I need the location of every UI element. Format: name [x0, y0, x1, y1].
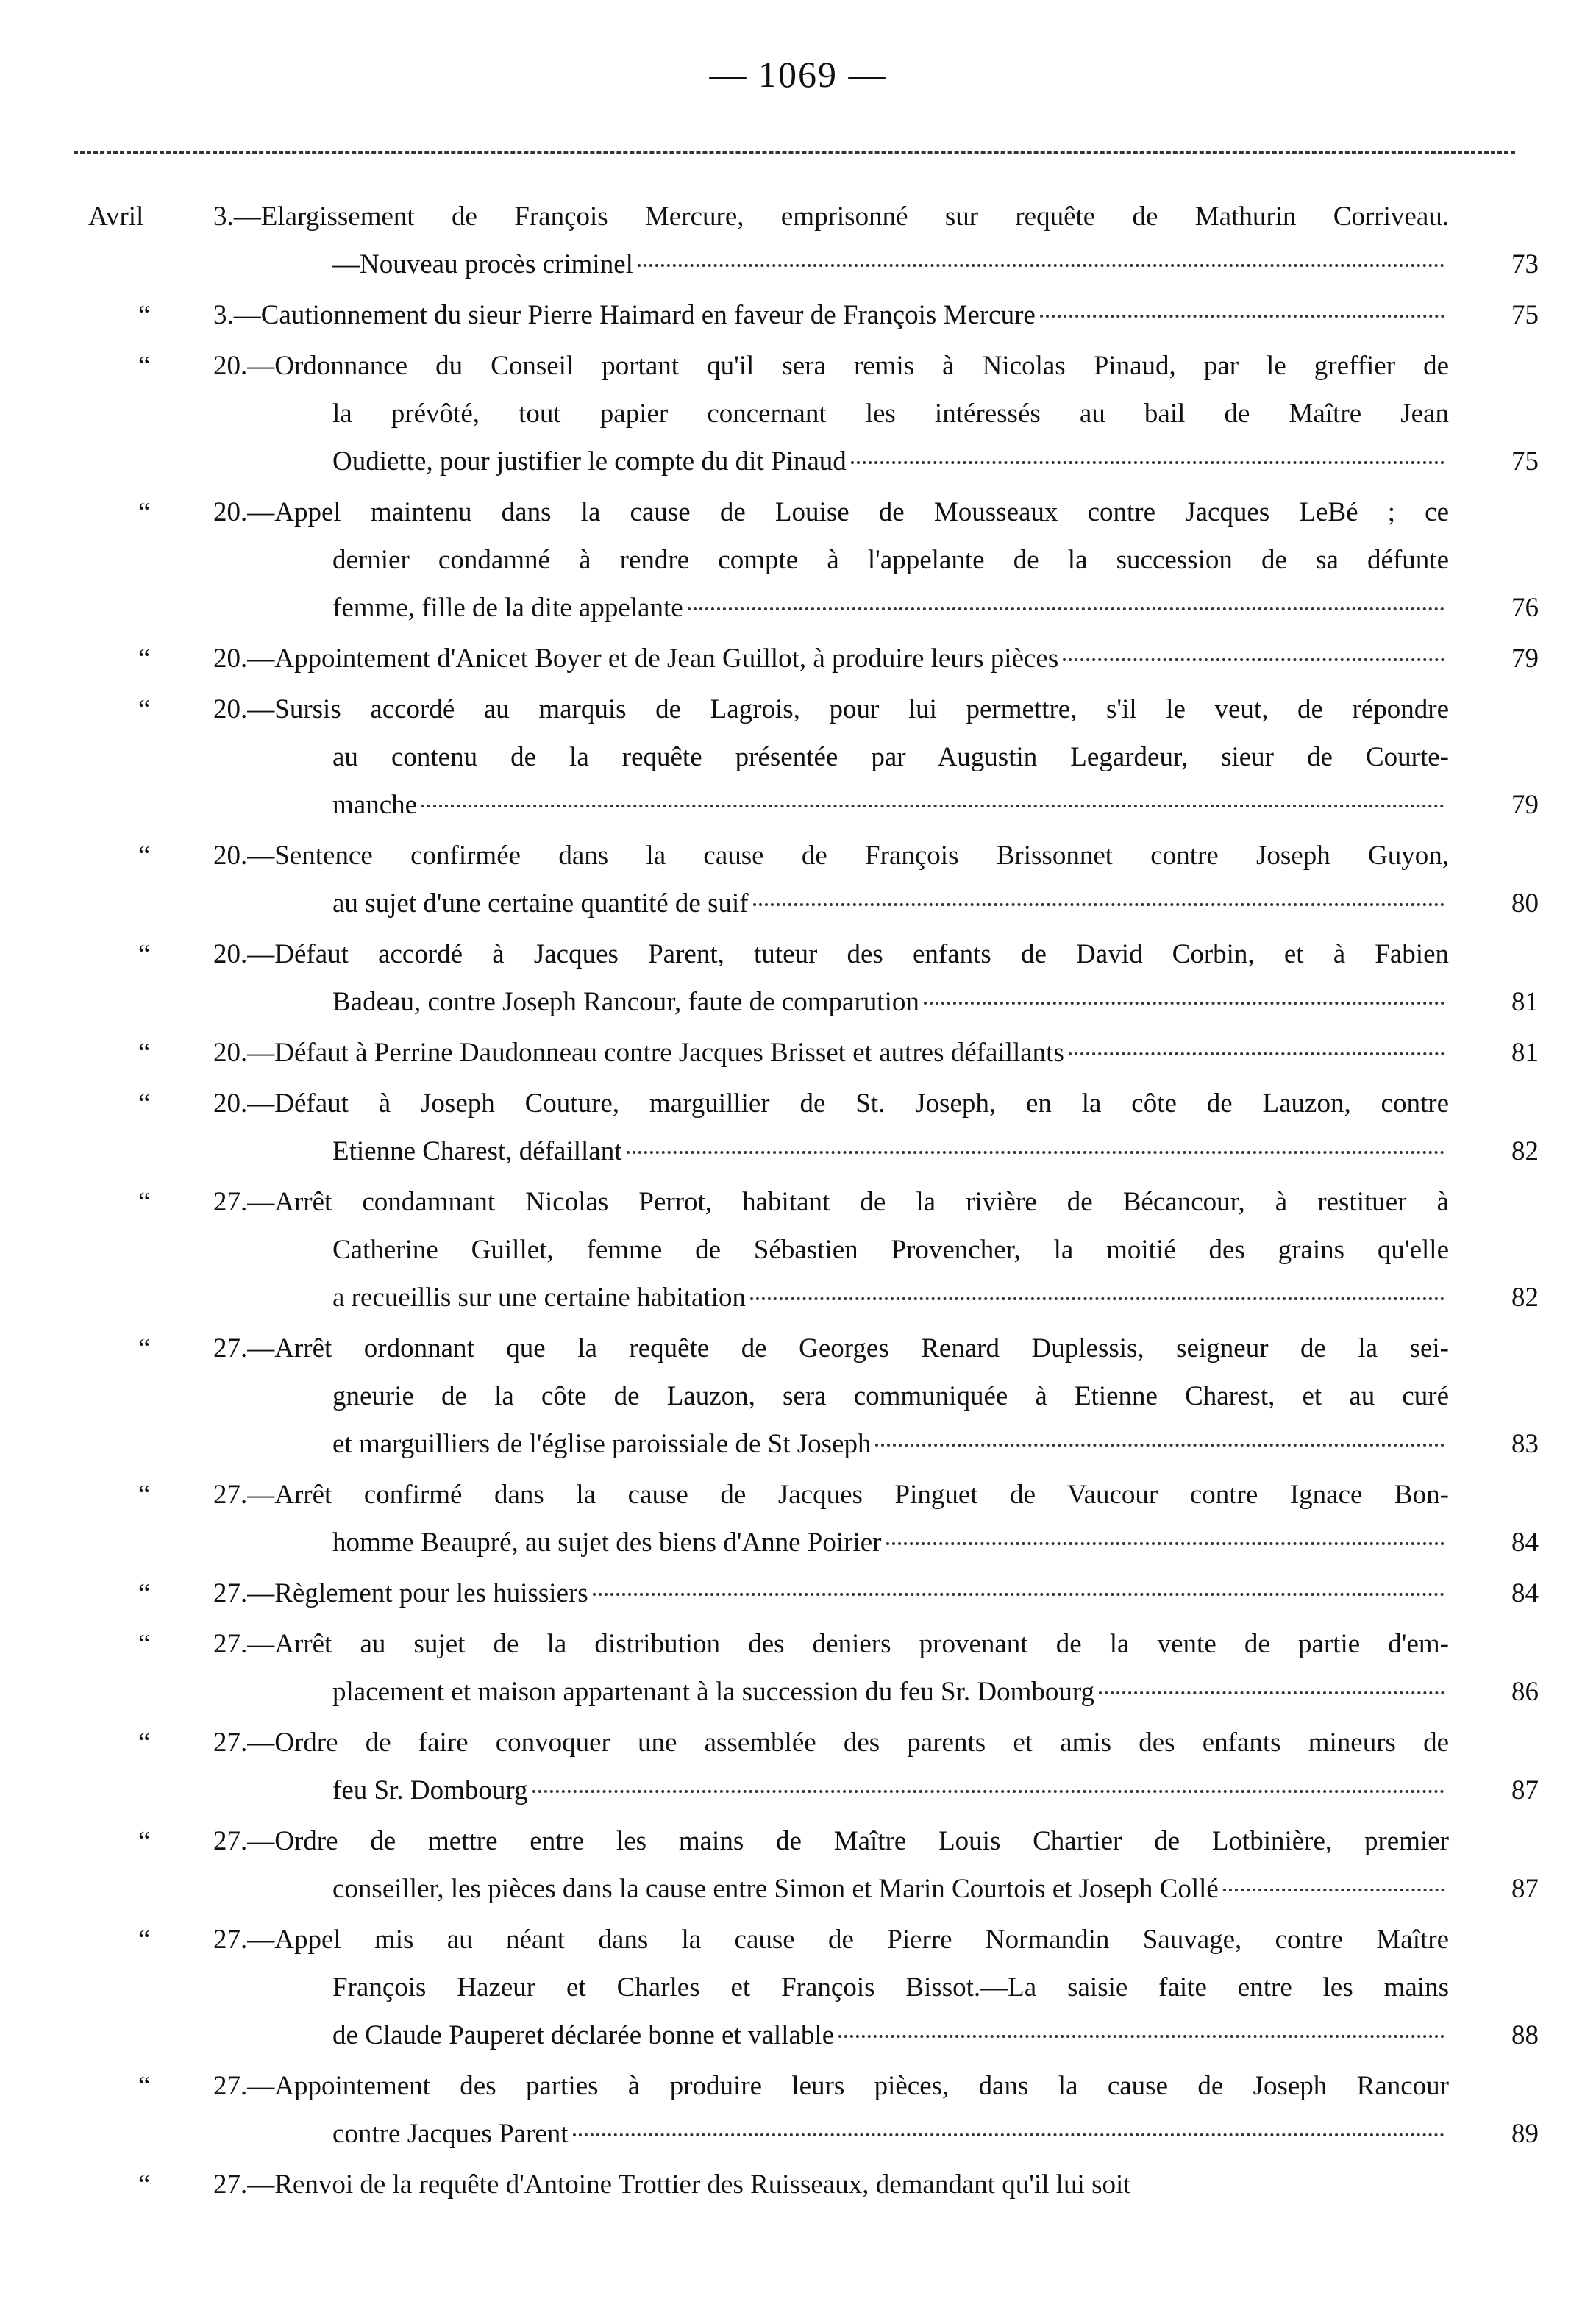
index-entry — [0, 685, 1596, 829]
index-entry — [0, 1471, 1596, 1566]
ditto-mark: “ — [138, 2071, 151, 2101]
dot-leader — [875, 1414, 1444, 1447]
dot-leader — [1099, 1662, 1444, 1694]
dot-leader — [750, 1268, 1444, 1300]
entry-text: 20.—Appointement d'Anicet Boyer et de Jean Guillot, à produire leurs pièces — [213, 643, 1059, 674]
ditto-mark: “ — [138, 939, 151, 969]
entry-text: 20.—Défaut à Perrine Daudonneau contre Jacques Brisset et autres défaillants — [213, 1038, 1064, 1068]
dot-leader — [593, 1563, 1444, 1596]
page-reference: 79 — [1511, 643, 1539, 674]
ditto-mark: “ — [138, 300, 151, 330]
index-entry — [0, 635, 1596, 682]
entry-text: a recueillis sur une certaine habitation — [332, 1283, 746, 1313]
index-entry — [0, 1916, 1596, 2059]
ditto-mark: “ — [138, 351, 151, 381]
entry-line — [0, 342, 1596, 390]
entry-text: 27.—Arrêt au sujet de la distribution des deniers provenant de la vente de partie d'em- — [213, 1629, 1449, 1659]
entry-text: Oudiette, pour justifier le compte du dit Pinaud — [332, 446, 847, 477]
page-reference: 82 — [1511, 1283, 1539, 1313]
ditto-mark: “ — [138, 841, 151, 871]
entry-line — [0, 1916, 1596, 1964]
ditto-mark: “ — [138, 1629, 151, 1659]
entry-line — [0, 1766, 1596, 1814]
dot-leader — [421, 775, 1444, 807]
entry-text: au sujet d'une certaine quantité de suif — [332, 888, 749, 919]
page-reference: 86 — [1511, 1677, 1539, 1707]
page-reference: 87 — [1511, 1874, 1539, 1904]
entry-line — [0, 1519, 1596, 1566]
index-entry — [0, 1719, 1596, 1814]
dot-leader — [573, 2104, 1444, 2136]
entry-text: gneurie de la côte de Lauzon, sera communiquée à Etienne Charest, et au curé — [332, 1381, 1449, 1411]
ditto-mark: “ — [138, 2169, 151, 2200]
entry-line — [0, 1471, 1596, 1519]
index-entry — [0, 193, 1596, 288]
index-entry — [0, 488, 1596, 632]
entry-text: conseiller, les pièces dans la cause entre Simon et Marin Courtois et Joseph Collé — [332, 1874, 1219, 1904]
dot-leader — [924, 972, 1444, 1005]
entry-line — [0, 1420, 1596, 1468]
index-entry — [0, 342, 1596, 485]
entry-text: manche — [332, 790, 418, 820]
ditto-mark: “ — [138, 1826, 151, 1856]
entry-text: femme, fille de la dite appelante — [332, 593, 683, 623]
entry-line — [0, 1372, 1596, 1420]
entry-text: 20.—Appel maintenu dans la cause de Louise de Mousseaux contre Jacques LeBé ; ce — [213, 497, 1449, 527]
entry-line — [0, 193, 1596, 240]
page-reference: 83 — [1511, 1429, 1539, 1459]
entry-text: dernier condamné à rendre compte à l'appelante de la succession de sa défunte — [332, 545, 1449, 575]
entry-line — [0, 536, 1596, 584]
entry-text: 20.—Défaut accordé à Jacques Parent, tuteur des enfants de David Corbin, et à Fabien — [213, 939, 1449, 969]
ditto-mark: “ — [138, 497, 151, 527]
entry-line — [0, 1178, 1596, 1226]
entry-line — [0, 1226, 1596, 1274]
entry-text: 20.—Sursis accordé au marquis de Lagrois, pour lui permettre, s'il le veut, de répondre — [213, 694, 1449, 724]
entry-text: 27.—Arrêt ordonnant que la requête de Georges Renard Duplessis, seigneur de la sei- — [213, 1333, 1449, 1363]
entry-text: Catherine Guillet, femme de Sébastien Provencher, la moitié des grains qu'elle — [332, 1235, 1449, 1265]
header-rule — [74, 151, 1515, 154]
dot-leader — [688, 578, 1444, 610]
entry-text: la prévôté, tout papier concernant les intéressés au bail de Maître Jean — [332, 399, 1449, 429]
dot-leader — [638, 235, 1444, 267]
index-entry — [0, 1817, 1596, 1913]
entry-line — [0, 1620, 1596, 1668]
index-entry — [0, 2062, 1596, 2158]
dot-leader — [851, 432, 1444, 464]
entry-line — [0, 1324, 1596, 1372]
entry-text: 20.—Défaut à Joseph Couture, marguillier de St. Joseph, en la côte de Lauzon, contre — [213, 1088, 1449, 1119]
entry-line — [0, 1080, 1596, 1127]
page-reference: 81 — [1511, 987, 1539, 1017]
entry-text: 27.—Ordre de mettre entre les mains de Maître Louis Chartier de Lotbinière, premier — [213, 1826, 1449, 1856]
entry-line — [0, 1719, 1596, 1766]
index-entry — [0, 1324, 1596, 1468]
ditto-mark: “ — [138, 1333, 151, 1363]
entry-line — [0, 1817, 1596, 1865]
entry-line — [0, 1668, 1596, 1716]
index-entry — [0, 930, 1596, 1026]
entry-text: et marguilliers de l'église paroissiale de St Joseph — [332, 1429, 872, 1459]
entry-text: 27.—Appel mis au néant dans la cause de Pierre Normandin Sauvage, contre Maître — [213, 1925, 1449, 1955]
dot-leader — [532, 1761, 1444, 1793]
dot-leader — [886, 1513, 1445, 1545]
entry-line — [0, 1569, 1596, 1617]
entry-line — [0, 2110, 1596, 2158]
ditto-mark: “ — [138, 1925, 151, 1955]
entry-line — [0, 438, 1596, 485]
page-reference: 82 — [1511, 1136, 1539, 1166]
page-reference: 80 — [1511, 888, 1539, 919]
entry-text: 27.—Arrêt condamnant Nicolas Perrot, habitant de la rivière de Bécancour, à restituer à — [213, 1187, 1449, 1217]
entry-line — [0, 2062, 1596, 2110]
dot-leader — [838, 2005, 1444, 2038]
page-reference: 75 — [1511, 446, 1539, 477]
entry-line — [0, 978, 1596, 1026]
page-reference: 79 — [1511, 790, 1539, 820]
index-entry — [0, 832, 1596, 927]
ditto-mark: “ — [138, 1578, 151, 1608]
entry-line — [0, 1964, 1596, 2011]
entry-text: 27.—Arrêt confirmé dans la cause de Jacques Pinguet de Vaucour contre Ignace Bon- — [213, 1480, 1449, 1510]
dot-leader — [1223, 1859, 1444, 1891]
entry-text: au contenu de la requête présentée par Augustin Legardeur, sieur de Courte- — [332, 742, 1449, 772]
dot-leader — [1069, 1023, 1444, 1055]
entry-text: 27.—Appointement des parties à produire leurs pièces, dans la cause de Joseph Rancour — [213, 2071, 1449, 2101]
entry-line — [0, 930, 1596, 978]
index-entry — [0, 1029, 1596, 1077]
index-entry — [0, 1569, 1596, 1617]
entry-line — [0, 240, 1596, 288]
ditto-mark: “ — [138, 1727, 151, 1758]
entry-text: —Nouveau procès criminel — [332, 249, 633, 279]
ditto-mark: “ — [138, 643, 151, 674]
ditto-mark: “ — [138, 1480, 151, 1510]
page-reference: 89 — [1511, 2119, 1539, 2149]
entry-text: homme Beaupré, au sujet des biens d'Anne Poirier — [332, 1527, 882, 1558]
index-entry — [0, 1178, 1596, 1322]
dot-leader — [1040, 285, 1444, 318]
entry-line — [0, 291, 1596, 339]
entry-text: François Hazeur et Charles et François Bissot.—La saisie faite entre les mains — [332, 1972, 1449, 2003]
entry-line — [0, 2161, 1596, 2208]
page-reference: 84 — [1511, 1578, 1539, 1608]
entry-text: 3.—Cautionnement du sieur Pierre Haimard en faveur de François Mercure — [213, 300, 1036, 330]
entry-line — [0, 1029, 1596, 1077]
index-entry — [0, 2161, 1596, 2208]
index-entries — [0, 193, 1596, 2211]
entry-line — [0, 781, 1596, 829]
entry-text: 27.—Renvoi de la requête d'Antoine Trottier des Ruisseaux, demandant qu'il lui soit — [213, 2169, 1131, 2200]
page-number: — 1069 — — [709, 54, 887, 95]
entry-line — [0, 1865, 1596, 1913]
entry-text: de Claude Pauperet déclarée bonne et vallable — [332, 2020, 835, 2050]
entry-line — [0, 390, 1596, 438]
ditto-mark: “ — [138, 1187, 151, 1217]
entry-line — [0, 488, 1596, 536]
page-reference: 84 — [1511, 1527, 1539, 1558]
entry-text: contre Jacques Parent — [332, 2119, 569, 2149]
entry-text: 3.—Elargissement de François Mercure, emprisonné sur requête de Mathurin Corriveau. — [213, 202, 1449, 232]
index-entry — [0, 1620, 1596, 1716]
entry-text: 27.—Règlement pour les huissiers — [213, 1578, 588, 1608]
entry-text: Etienne Charest, défaillant — [332, 1136, 622, 1166]
entry-text: 27.—Ordre de faire convoquer une assemblée des parents et amis des enfants mineurs de — [213, 1727, 1449, 1758]
ditto-mark: “ — [138, 1038, 151, 1068]
month-label: Avril — [88, 202, 144, 232]
entry-line — [0, 635, 1596, 682]
entry-line — [0, 1274, 1596, 1322]
entry-line — [0, 584, 1596, 632]
page-reference: 87 — [1511, 1775, 1539, 1805]
entry-line — [0, 685, 1596, 733]
page-reference: 88 — [1511, 2020, 1539, 2050]
entry-text: 20.—Ordonnance du Conseil portant qu'il sera remis à Nicolas Pinaud, par le greffier de — [213, 351, 1449, 381]
entry-text: 20.—Sentence confirmée dans la cause de François Brissonnet contre Joseph Guyon, — [213, 841, 1449, 871]
entry-text: feu Sr. Dombourg — [332, 1775, 528, 1805]
page-reference: 73 — [1511, 249, 1539, 279]
page-reference: 75 — [1511, 300, 1539, 330]
entry-line — [0, 832, 1596, 880]
entry-line — [0, 880, 1596, 927]
entry-text: Badeau, contre Joseph Rancour, faute de comparution — [332, 987, 919, 1017]
dot-leader — [753, 874, 1444, 906]
ditto-mark: “ — [138, 1088, 151, 1119]
entry-line — [0, 2011, 1596, 2059]
dot-leader — [627, 1122, 1445, 1154]
page-reference: 76 — [1511, 593, 1539, 623]
page-reference: 81 — [1511, 1038, 1539, 1068]
dot-leader — [1063, 629, 1444, 661]
entry-line — [0, 733, 1596, 781]
index-entry — [0, 291, 1596, 339]
ditto-mark: “ — [138, 694, 151, 724]
entry-text: placement et maison appartenant à la succession du feu Sr. Dombourg — [332, 1677, 1095, 1707]
index-entry — [0, 1080, 1596, 1175]
entry-line — [0, 1127, 1596, 1175]
